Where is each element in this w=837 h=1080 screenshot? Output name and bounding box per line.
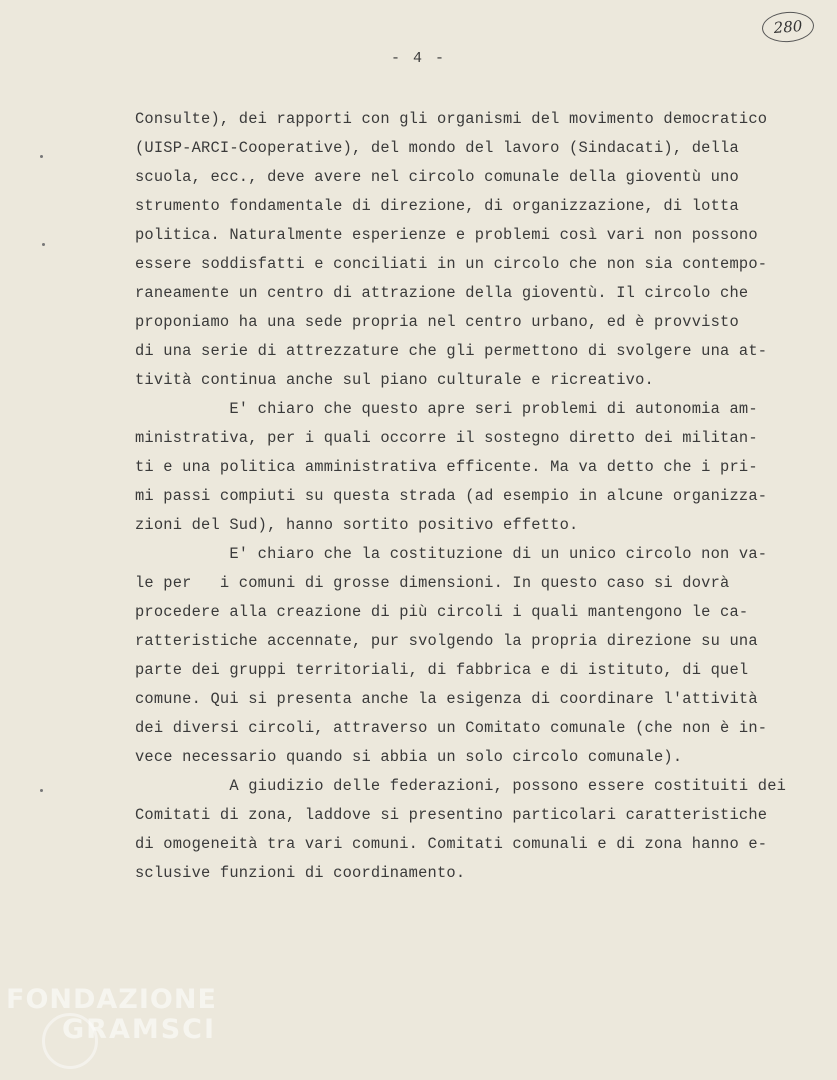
text-line: mi passi compiuti su questa strada (ad esempio in alcune organizza- [135, 487, 768, 505]
text-line: Comitati di zona, laddove si presentino particolari caratteristiche [135, 806, 768, 824]
margin-mark [40, 155, 43, 158]
text-line: procedere alla creazione di più circoli i quali mantengono le ca- [135, 603, 749, 621]
text-line: di una serie di attrezzature che gli permettono di svolgere una at- [135, 342, 768, 360]
text-line: parte dei gruppi territoriali, di fabbrica e di istituto, di quel [135, 661, 749, 679]
text-line: raneamente un centro di attrazione della gioventù. Il circolo che [135, 284, 749, 302]
watermark-ring-icon [42, 1013, 98, 1069]
text-line: di omogeneità tra vari comuni. Comitati comunali e di zona hanno e- [135, 835, 768, 853]
text-line: E' chiaro che questo apre seri problemi di autonomia am- [135, 400, 758, 418]
text-line: zioni del Sud), hanno sortito positivo effetto. [135, 516, 579, 534]
text-line: sclusive funzioni di coordinamento. [135, 864, 466, 882]
margin-mark [42, 243, 45, 246]
text-line: tività continua anche sul piano culturale e ricreativo. [135, 371, 654, 389]
watermark-line-2: GRAMSCI [62, 1014, 217, 1045]
text-line: ministrativa, per i quali occorre il sostegno diretto dei militan- [135, 429, 758, 447]
fondazione-gramsci-watermark [6, 985, 217, 1045]
text-line: E' chiaro che la costituzione di un unico circolo non va- [135, 545, 768, 563]
text-line: strumento fondamentale di direzione, di organizzazione, di lotta [135, 197, 739, 215]
text-line: proponiamo ha una sede propria nel centro urbano, ed è provvisto [135, 313, 739, 331]
text-line: Consulte), dei rapporti con gli organismi del movimento democratico [135, 110, 768, 128]
text-line: essere soddisfatti e conciliati in un circolo che non sia contempo- [135, 255, 768, 273]
archive-number-stamp: 280 [761, 10, 815, 44]
margin-mark [40, 789, 43, 792]
text-line: le per i comuni di grosse dimensioni. In questo caso si dovrà [135, 574, 730, 592]
watermark-line-1: FONDAZIONE [6, 984, 217, 1015]
text-line: politica. Naturalmente esperienze e problemi così vari non possono [135, 226, 758, 244]
text-line: A giudizio delle federazioni, possono essere costituiti dei [135, 777, 787, 795]
text-line: ratteristiche accennate, pur svolgendo la propria direzione su una [135, 632, 758, 650]
text-line: (UISP-ARCI-Cooperative), del mondo del lavoro (Sindacati), della [135, 139, 739, 157]
body-text [135, 105, 825, 888]
text-line: vece necessario quando si abbia un solo circolo comunale). [135, 748, 683, 766]
text-line: scuola, ecc., deve avere nel circolo comunale della gioventù uno [135, 168, 739, 186]
text-line: comune. Qui si presenta anche la esigenza di coordinare l'attività [135, 690, 758, 708]
text-line: ti e una politica amministrativa efficente. Ma va detto che i pri- [135, 458, 758, 476]
text-line: dei diversi circoli, attraverso un Comitato comunale (che non è in- [135, 719, 768, 737]
page-number: - 4 - [390, 50, 446, 67]
